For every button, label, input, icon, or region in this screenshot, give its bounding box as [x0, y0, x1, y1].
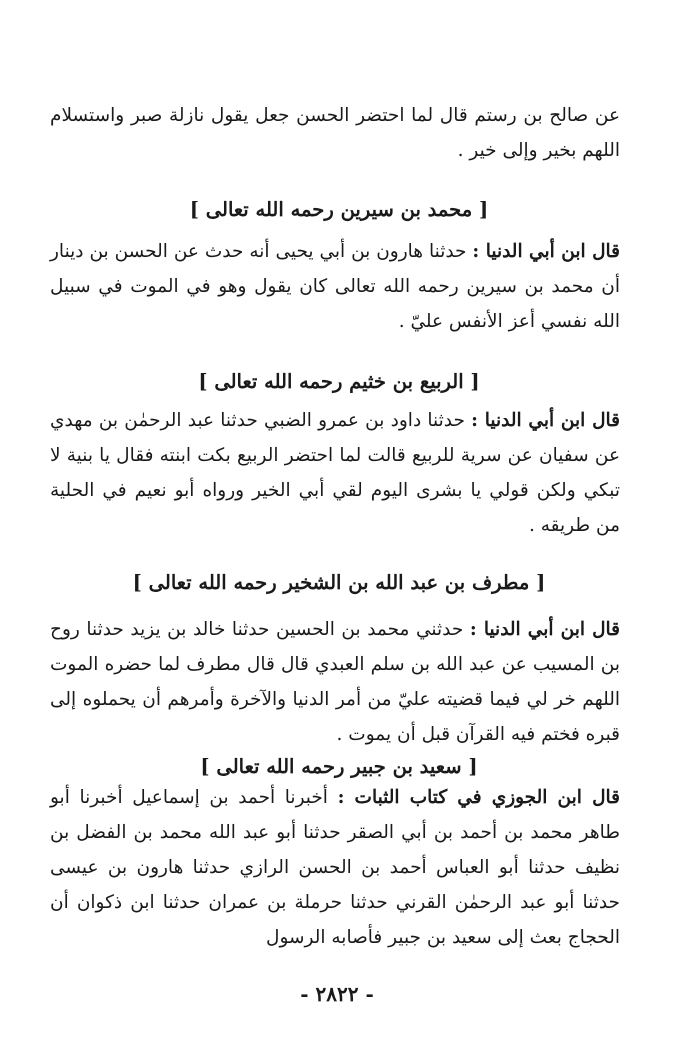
- intro-paragraph: [50, 98, 620, 168]
- paragraph-ibn-sirin: [50, 234, 620, 339]
- page-number: - ٢٨٢٢ -: [300, 982, 374, 1006]
- paragraph-lead: قال ابن الجوزي في كتاب الثبات :: [337, 787, 621, 808]
- paragraph-body: حدثنا داود بن عمرو الضبي حدثنا عبد الرحمٰن بن مهدي عن سفيان عن سرية للربيع قالت لما احتضر الربيع بكت ابنته فقال يا بنية لا تبكي ولكن قولي يا بشرى اليوم لقي أبي الخير ورواه أبو نعيم في الحلية من طريقه .: [50, 410, 620, 536]
- paragraph-body: حدثنا هارون بن أبي يحيى أنه حدث عن الحسن بن دينار أن محمد بن سيرين رحمه الله تعالى كان يقول وهو في الموت في سبيل الله نفسي أعز الأنفس عليّ .: [50, 241, 620, 332]
- section-heading-mutarrif: [ مطرف بن عبد الله بن الشخير رحمه الله تعالى ]: [132, 571, 546, 594]
- paragraph-rabi: [50, 403, 620, 543]
- paragraph-body: حدثني محمد بن الحسين حدثنا خالد بن يزيد حدثنا روح بن المسيب عن عبد الله بن سلم العبدي قال قال مطرف لما حضره الموت اللهم خر لي فيما قضيته عليّ من أمر الدنيا والآخرة وأمرهم أن يحملوه إلى قبره فختم فيه القرآن قبل أن يموت .: [50, 619, 620, 745]
- section-heading-said: [ سعيد بن جبير رحمه الله تعالى ]: [200, 755, 478, 778]
- section-heading-ibn-sirin: [ محمد بن سيرين رحمه الله تعالى ]: [189, 198, 489, 221]
- paragraph-lead: قال ابن أبي الدنيا :: [469, 619, 621, 640]
- paragraph-lead: قال ابن أبي الدنيا :: [471, 410, 621, 431]
- section-heading-rabi: [ الربيع بن خثيم رحمه الله تعالى ]: [198, 370, 480, 393]
- paragraph-mutarrif: [50, 612, 620, 752]
- paragraph-lead: قال ابن أبي الدنيا :: [472, 241, 620, 262]
- paragraph-said: [50, 780, 620, 955]
- intro-text: عن صالح بن رستم قال لما احتضر الحسن جعل يقول نازلة صبر واستسلام اللهم بخير وإلى خير .: [50, 105, 620, 161]
- paragraph-body: أخبرنا أحمد بن إسماعيل أخبرنا أبو طاهر محمد بن أحمد بن أبي الصقر حدثنا أبو عبد الله محمد بن الفضل بن نظيف حدثنا أبو العباس أحمد بن الحسن الرازي حدثنا هارون بن عيسى حدثنا أبو عبد الرحمٰن القرني حدثنا حرملة بن عمران حدثنا ابن ذكوان أن الحجاج بعث إلى سعيد بن جبير فأصابه الرسول: [50, 787, 620, 948]
